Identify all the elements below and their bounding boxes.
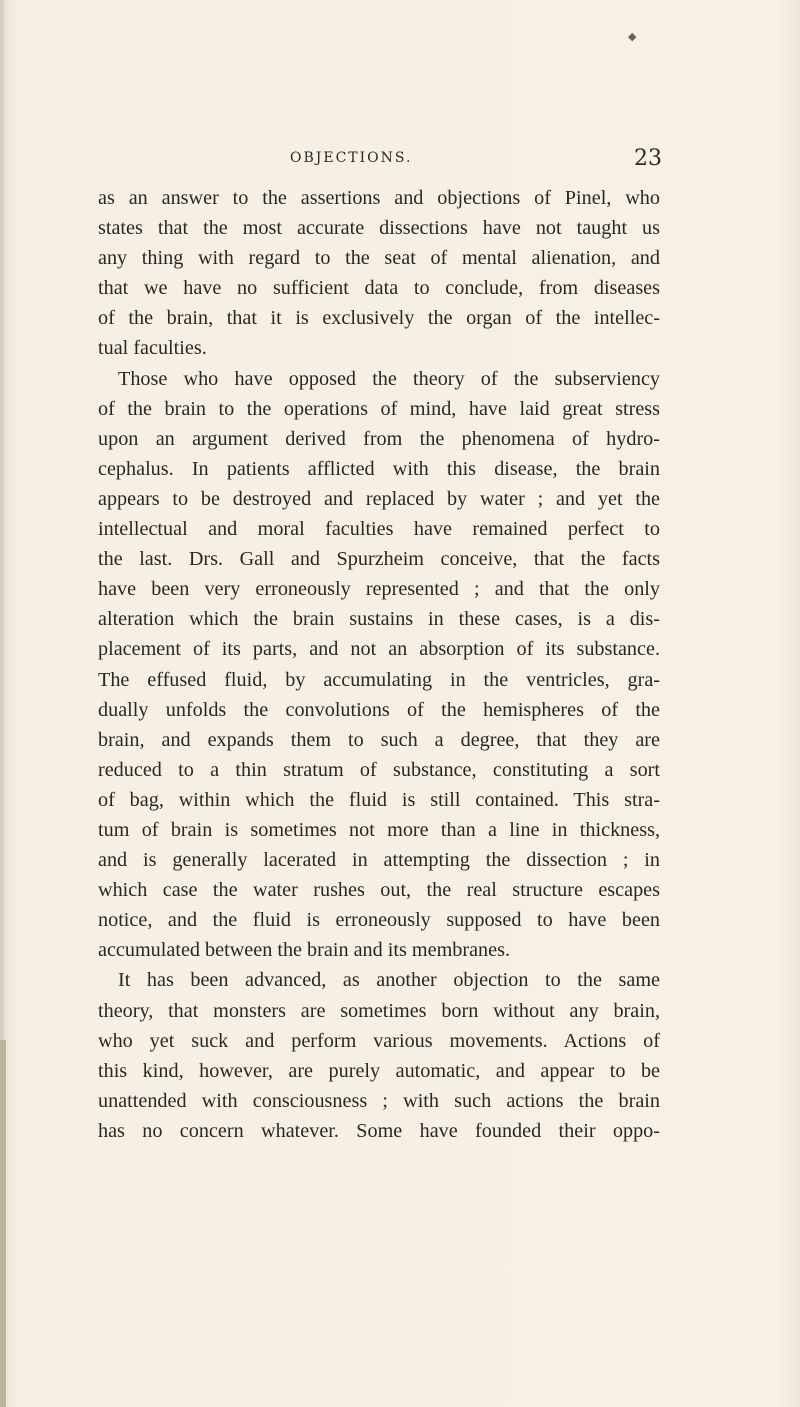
text-line: the last. Drs. Gall and Spurzheim conceive, that the facts — [98, 548, 660, 571]
text-line: tual faculties. — [98, 337, 207, 360]
text-line: It has been advanced, as another objection to the same — [118, 969, 660, 992]
text-line: alteration which the brain sustains in these cases, is a dis- — [98, 608, 660, 631]
text-line: states that the most accurate dissections have not taught us — [98, 217, 660, 240]
text-line: accumulated between the brain and its membranes. — [98, 939, 511, 962]
text-line: of bag, within which the fluid is still contained. This stra- — [98, 788, 660, 811]
stray-printer-mark: ◆ — [628, 30, 637, 43]
text-line: of the brain, that it is exclusively the organ of the intellec- — [98, 307, 660, 330]
text-line: appears to be destroyed and replaced by water ; and yet the — [98, 487, 660, 510]
text-line: as an answer to the assertions and objections of Pinel, who — [98, 187, 660, 209]
binding-shadow — [0, 1040, 6, 1407]
text-line: cephalus. In patients afflicted with this disease, the brain — [98, 457, 660, 480]
text-line: theory, that monsters are sometimes born without any brain, — [98, 999, 660, 1022]
text-line: dually unfolds the convolutions of the hemispheres of the — [98, 698, 660, 721]
text-line: have been very erroneously represented ; and that the only — [98, 578, 660, 601]
text-line: placement of its parts, and not an absorption of its substance. — [98, 638, 660, 661]
text-line: The effused fluid, by accumulating in the ventricles, gra- — [98, 668, 660, 691]
text-line: of the brain to the operations of mind, have laid great stress — [98, 397, 660, 420]
text-line: brain, and expands them to such a degree, that they are — [98, 728, 660, 751]
body-text — [98, 183, 660, 1146]
text-line: this kind, however, are purely automatic, and appear to be — [98, 1059, 660, 1082]
text-line: who yet suck and perform various movements. Actions of — [98, 1029, 660, 1052]
text-line: unattended with consciousness ; with such actions the brain — [98, 1089, 660, 1112]
text-line: intellectual and moral faculties have remained perfect to — [98, 518, 660, 541]
text-line: reduced to a thin stratum of substance, constituting a sort — [98, 758, 660, 781]
text-line: any thing with regard to the seat of mental alienation, and — [98, 247, 660, 270]
text-line: tum of brain is sometimes not more than a line in thickness, — [98, 818, 660, 841]
text-line: that we have no sufficient data to conclude, from diseases — [98, 277, 660, 300]
running-title: OBJECTIONS. — [290, 150, 413, 166]
paragraph-2 — [98, 364, 660, 966]
text-line: Those who have opposed the theory of the subserviency — [118, 367, 660, 390]
text-line: upon an argument derived from the phenomena of hydro- — [98, 427, 660, 450]
paragraph-3 — [98, 965, 660, 1146]
text-line: has no concern whatever. Some have founded their oppo- — [98, 1119, 660, 1142]
text-line: which case the water rushes out, the real structure escapes — [98, 879, 660, 902]
paragraph-1 — [98, 183, 660, 364]
running-head — [0, 146, 800, 174]
page-number: 23 — [634, 146, 662, 171]
text-line: and is generally lacerated in attempting the dissection ; in — [98, 849, 660, 872]
text-line: notice, and the fluid is erroneously supposed to have been — [98, 909, 660, 932]
